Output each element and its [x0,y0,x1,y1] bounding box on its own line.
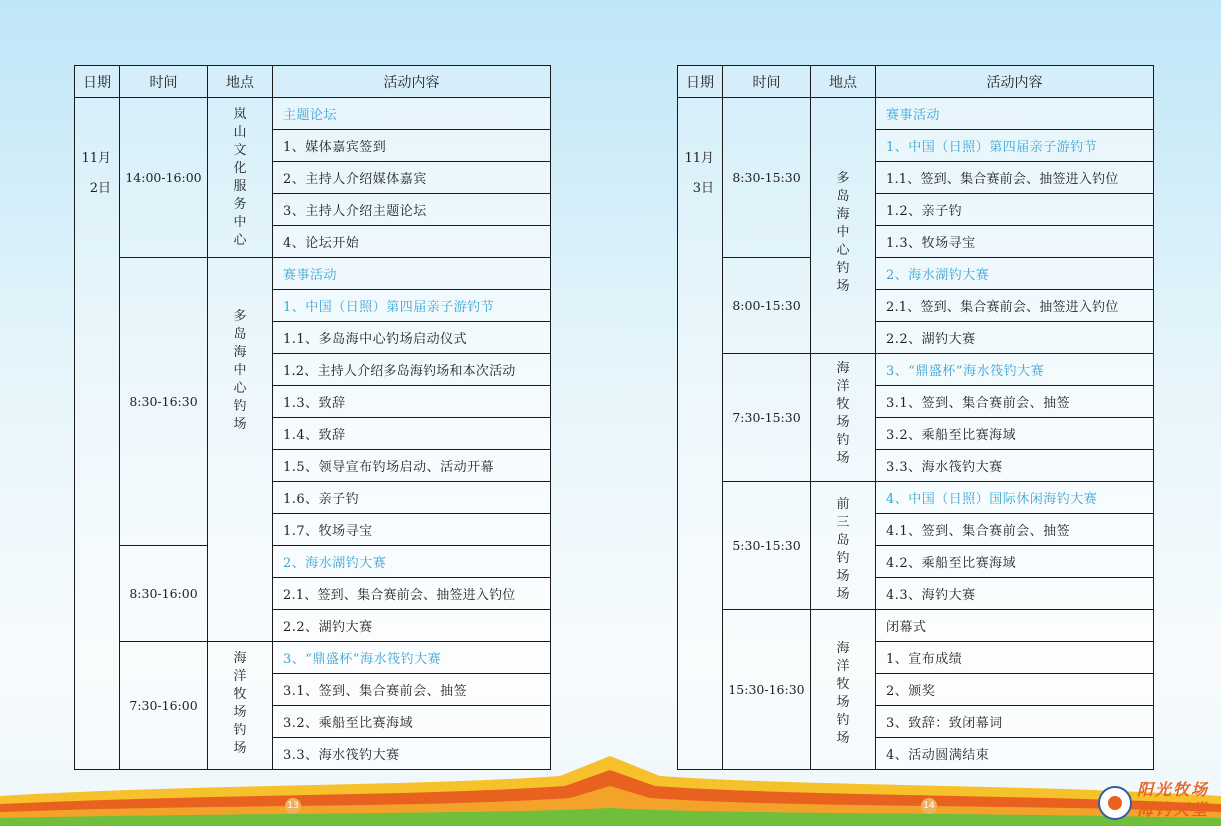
activity-row: 2.1、签到、集合赛前会、抽签进入钓位 [876,290,1154,322]
time-cell: 7:30-16:00 [120,642,208,770]
activity-row: 4.1、签到、集合赛前会、抽签 [876,514,1154,546]
header-content: 活动内容 [273,66,551,98]
header-time: 时间 [723,66,811,98]
activity-row: 3、“鼎盛杯”海水筏钓大赛 [273,642,551,674]
location-text: 前三岛钓场场 [836,497,850,602]
activity-row: 1、中国（日照）第四届亲子游钓节 [273,290,551,322]
header-location: 地点 [208,66,273,98]
time-cell: 8:30-15:30 [723,98,811,258]
activity-row: 3、致辞：致闭幕词 [876,706,1154,738]
activity-row: 3、主持人介绍主题论坛 [273,194,551,226]
header-time: 时间 [120,66,208,98]
brand-logo-icon [1098,786,1132,820]
activity-row: 1.1、签到、集合赛前会、抽签进入钓位 [876,162,1154,194]
location-text: 海洋牧场钓场 [836,641,850,746]
header-date: 日期 [75,66,120,98]
activity-row: 2.2、湖钓大赛 [876,322,1154,354]
brand-line-2: 海钓天堂 [1136,800,1209,819]
location-text: 多岛海中心钓场 [233,309,247,432]
activity-row: 2、海水湖钓大赛 [876,258,1154,290]
activity-row: 3.2、乘船至比赛海域 [273,706,551,738]
footer-waves [0,756,1221,826]
activity-row: 4、中国（日照）国际休闲海钓大赛 [876,482,1154,514]
time-cell: 5:30-15:30 [723,482,811,610]
location-cell [811,98,876,354]
time-cell: 8:30-16:30 [120,258,208,546]
time-cell: 14:00-16:00 [120,98,208,258]
activity-row: 1.6、亲子钓 [273,482,551,514]
activity-row: 1、中国（日照）第四届亲子游钓节 [876,130,1154,162]
activity-row: 1、媒体嘉宾签到 [273,130,551,162]
page-number-right: 14 [921,798,937,814]
date-month: 11月 [684,151,714,166]
location-cell [811,482,876,610]
activity-row: 1.7、牧场寻宝 [273,514,551,546]
date-cell [75,98,120,770]
activity-row: 1.4、致辞 [273,418,551,450]
activity-row: 3.1、签到、集合赛前会、抽签 [876,386,1154,418]
schedule-table-right [677,65,1154,770]
activity-row: 2.1、签到、集合赛前会、抽签进入钓位 [273,578,551,610]
activity-row: 4、活动圆满结束 [876,738,1154,770]
activity-row: 1.3、致辞 [273,386,551,418]
schedule-table-left [74,65,551,770]
page-number-left: 13 [285,798,301,814]
activity-row: 1.2、亲子钓 [876,194,1154,226]
location-cell [811,610,876,770]
time-cell: 15:30-16:30 [723,610,811,770]
date-month: 11月 [81,151,111,166]
activity-row: 闭幕式 [876,610,1154,642]
activity-row: 1.3、牧场寻宝 [876,226,1154,258]
header-content: 活动内容 [876,66,1154,98]
activity-row: 2、海水湖钓大赛 [273,546,551,578]
date-cell [678,98,723,770]
activity-row: 2、主持人介绍媒体嘉宾 [273,162,551,194]
location-cell [208,642,273,770]
brand-slogan [1137,780,1209,820]
header-location: 地点 [811,66,876,98]
brand-line-1: 阳光牧场 [1136,780,1209,799]
activity-row: 3.1、签到、集合赛前会、抽签 [273,674,551,706]
activity-row: 3.2、乘船至比赛海域 [876,418,1154,450]
activity-row: 1、宣布成绩 [876,642,1154,674]
activity-row: 1.5、领导宣布钓场启动、活动开幕 [273,450,551,482]
activity-row: 赛事活动 [273,258,551,290]
activity-row: 赛事活动 [876,98,1154,130]
location-text: 海洋牧场钓场 [233,651,247,756]
activity-row: 4.2、乘船至比赛海域 [876,546,1154,578]
activity-row: 主题论坛 [273,98,551,130]
location-text: 岚山文化服务中心 [233,106,247,248]
date-day: 2日 [89,181,111,196]
activity-row: 3.3、海水筏钓大赛 [876,450,1154,482]
time-cell: 8:00-15:30 [723,258,811,354]
location-text: 多岛海中心钓场 [836,171,850,294]
time-cell: 7:30-15:30 [723,354,811,482]
activity-row: 4、论坛开始 [273,226,551,258]
activity-row: 4.3、海钓大赛 [876,578,1154,610]
date-day: 3日 [692,181,714,196]
location-text: 海洋牧场钓场 [836,361,850,466]
activity-row: 1.2、主持人介绍多岛海钓场和本次活动 [273,354,551,386]
activity-row: 2.2、湖钓大赛 [273,610,551,642]
activity-row: 3、“鼎盛杯”海水筏钓大赛 [876,354,1154,386]
location-cell [208,258,273,642]
activity-row: 3.3、海水筏钓大赛 [273,738,551,770]
location-cell [208,98,273,258]
header-date: 日期 [678,66,723,98]
time-cell: 8:30-16:00 [120,546,208,642]
location-cell [811,354,876,482]
activity-row: 1.1、多岛海中心钓场启动仪式 [273,322,551,354]
activity-row: 2、颁奖 [876,674,1154,706]
